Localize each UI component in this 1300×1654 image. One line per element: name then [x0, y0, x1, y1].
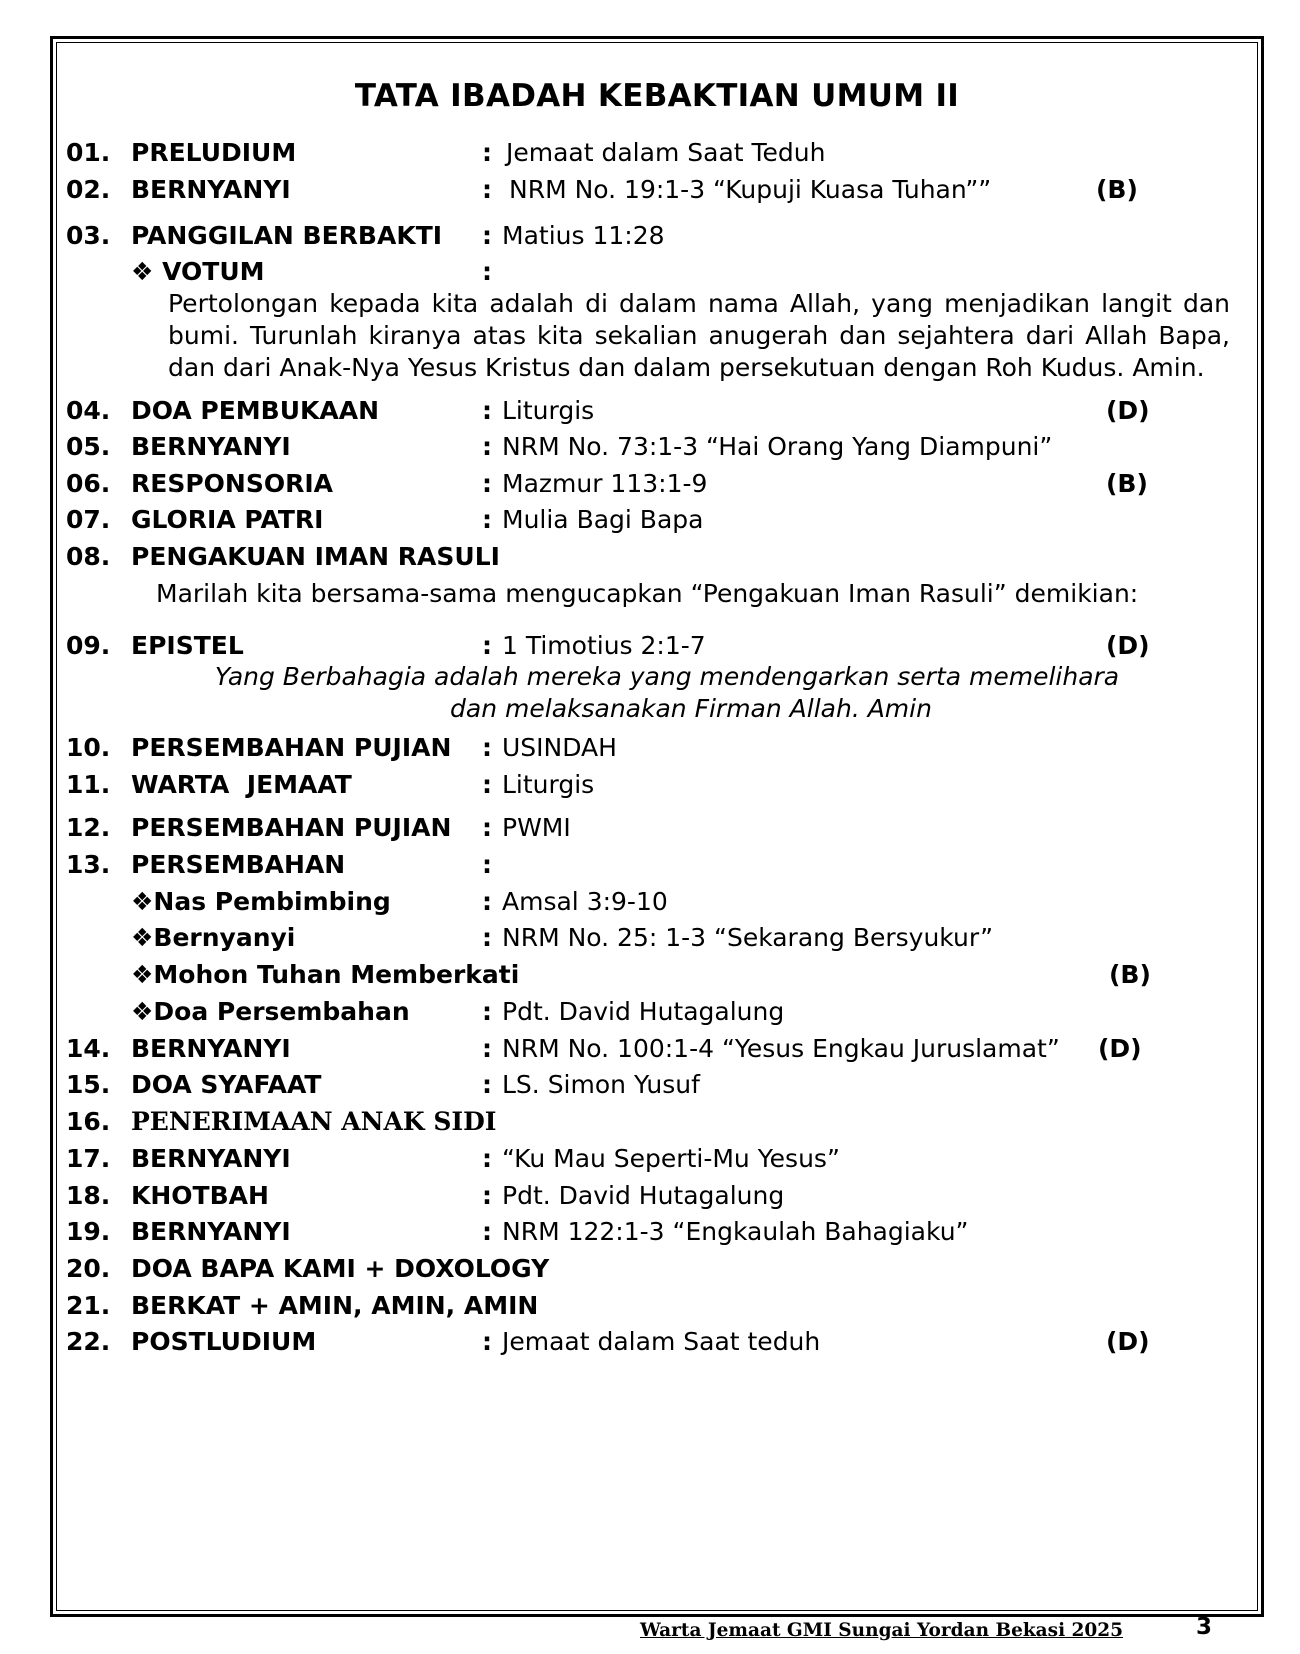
item-colon: : [482, 1181, 492, 1210]
item-label: PERSEMBAHAN [131, 850, 346, 879]
subitem-value: Pdt. David Hutagalung [502, 997, 785, 1026]
subitem-colon: : [482, 923, 492, 952]
item-number: 01. [66, 138, 111, 167]
epistel-response-line: dan melaksanakan Firman Allah. Amin [450, 694, 932, 723]
item-colon: : [482, 175, 492, 204]
item-label: KHOTBAH [131, 1181, 269, 1210]
item-label: BERNYANYI [131, 1217, 291, 1246]
item-20 [66, 1252, 1246, 1286]
item-number: 14. [66, 1034, 111, 1063]
votum-row [66, 255, 1246, 289]
votum-text-line: bumi. Turunlah kiranya atas kita sekalian anugerah dan sejahtera dari Allah Bapa, [168, 321, 1230, 350]
item-colon: : [482, 1034, 492, 1063]
item-number: 21. [66, 1291, 111, 1320]
item-value: Jemaat dalam Saat Teduh [506, 138, 826, 167]
item-colon: : [482, 850, 492, 879]
votum-text-line: dan dari Anak-Nya Yesus Kristus dan dalam persekutuan dengan Roh Kudus. Amin. [168, 353, 1205, 382]
item-21 [66, 1289, 1246, 1323]
item-number: 18. [66, 1181, 111, 1210]
votum-text-line: Pertolongan kepada kita adalah di dalam nama Allah, yang menjadikan langit dan [168, 289, 1230, 318]
item-label: PRELUDIUM [131, 138, 297, 167]
item-01 [66, 136, 1246, 170]
item-colon: : [482, 631, 492, 660]
item-09 [66, 629, 1246, 663]
item-number: 04. [66, 396, 111, 425]
persembahan-subitem [66, 921, 1246, 955]
item-number: 17. [66, 1144, 111, 1173]
item-label: PANGGILAN BERBAKTI [131, 221, 443, 250]
item-colon: : [482, 1144, 492, 1173]
subitem-mark: (B) [1109, 960, 1151, 989]
item-22 [66, 1325, 1246, 1359]
item-19 [66, 1215, 1246, 1249]
item-label: EPISTEL [131, 631, 244, 660]
item-colon: : [482, 733, 492, 762]
item-mark: (D) [1106, 1327, 1150, 1356]
votum-label: ❖ VOTUM [131, 257, 265, 286]
item-mark: (B) [1096, 175, 1138, 204]
item-value: USINDAH [502, 733, 617, 762]
item-13 [66, 848, 1246, 882]
item-number: 02. [66, 175, 111, 204]
item-number: 13. [66, 850, 111, 879]
item-colon: : [482, 1070, 492, 1099]
item-value: Mulia Bagi Bapa [502, 505, 704, 534]
item-label: DOA PEMBUKAAN [131, 396, 380, 425]
item-07 [66, 503, 1246, 537]
item-number: 15. [66, 1070, 111, 1099]
pengakuan-text: Marilah kita bersama-sama mengucapkan “Pengakuan Iman Rasuli” demikian: [156, 579, 1139, 608]
item-label: DOA SYAFAAT [131, 1070, 322, 1099]
item-value: Liturgis [502, 770, 595, 799]
item-mark: (D) [1106, 631, 1150, 660]
item-02 [66, 173, 1246, 207]
item-mark: (D) [1098, 1034, 1142, 1063]
item-label: GLORIA PATRI [131, 505, 324, 534]
item-colon: : [482, 813, 492, 842]
item-label: PENGAKUAN IMAN RASULI [131, 542, 500, 571]
subitem-value: Amsal 3:9-10 [502, 887, 668, 916]
item-03 [66, 219, 1246, 253]
subitem-colon: : [482, 997, 492, 1026]
item-number: 16. [66, 1107, 111, 1136]
item-16 [66, 1105, 1246, 1139]
item-value: Mazmur 113:1-9 [502, 469, 708, 498]
item-value: “Ku Mau Seperti-Mu Yesus” [502, 1144, 840, 1173]
item-number: 08. [66, 542, 111, 571]
item-colon: : [482, 221, 492, 250]
item-value: NRM 122:1-3 “Engkaulah Bahagiaku” [502, 1217, 969, 1246]
item-label: BERNYANYI [131, 1144, 291, 1173]
item-06 [66, 467, 1246, 501]
item-number: 07. [66, 505, 111, 534]
item-label: POSTLUDIUM [131, 1327, 317, 1356]
item-number: 06. [66, 469, 111, 498]
item-label: DOA BAPA KAMI + DOXOLOGY [131, 1254, 550, 1283]
item-value: LS. Simon Yusuf [502, 1070, 700, 1099]
item-08 [66, 540, 1246, 574]
item-label: WARTA JEMAAT [131, 770, 352, 799]
item-value: Jemaat dalam Saat teduh [502, 1327, 821, 1356]
subitem-label: ❖Bernyanyi [131, 923, 296, 952]
item-number: 22. [66, 1327, 111, 1356]
item-value: Matius 11:28 [502, 221, 665, 250]
votum-colon: : [482, 257, 492, 286]
item-colon: : [482, 1217, 492, 1246]
item-11 [66, 768, 1246, 802]
item-05 [66, 430, 1246, 464]
item-label: PENERIMAAN ANAK SIDI [131, 1107, 497, 1136]
item-value: 1 Timotius 2:1-7 [502, 631, 706, 660]
item-12 [66, 811, 1246, 845]
item-number: 10. [66, 733, 111, 762]
item-value: PWMI [502, 813, 571, 842]
item-label: BERNYANYI [131, 432, 291, 461]
persembahan-subitem [66, 958, 1246, 992]
item-number: 12. [66, 813, 111, 842]
item-04 [66, 394, 1246, 428]
item-label: BERKAT + AMIN, AMIN, AMIN [131, 1291, 539, 1320]
item-number: 11. [66, 770, 111, 799]
epistel-response-line: Yang Berbahagia adalah mereka yang mendengarkan serta memelihara [214, 662, 1120, 691]
item-number: 19. [66, 1217, 111, 1246]
item-18 [66, 1179, 1246, 1213]
subitem-colon: : [482, 887, 492, 916]
item-14 [66, 1032, 1246, 1066]
item-colon: : [482, 469, 492, 498]
item-10 [66, 731, 1246, 765]
item-colon: : [482, 396, 492, 425]
item-colon: : [482, 505, 492, 534]
subitem-value: NRM No. 25: 1-3 “Sekarang Bersyukur” [502, 923, 994, 952]
subitem-label: ❖Nas Pembimbing [131, 887, 391, 916]
item-value: NRM No. 73:1-3 “Hai Orang Yang Diampuni” [502, 432, 1053, 461]
footer-title: Warta Jemaat GMI Sungai Yordan Bekasi 2025 [640, 1620, 1124, 1641]
item-label: RESPONSORIA [131, 469, 333, 498]
item-15 [66, 1068, 1246, 1102]
subitem-label: ❖Mohon Tuhan Memberkati [131, 960, 520, 989]
item-number: 03. [66, 221, 111, 250]
item-value: NRM No. 19:1-3 “Kupuji Kuasa Tuhan”” [509, 175, 992, 204]
item-number: 09. [66, 631, 111, 660]
item-mark: (D) [1106, 396, 1150, 425]
item-mark: (B) [1106, 469, 1148, 498]
item-number: 05. [66, 432, 111, 461]
persembahan-subitem [66, 885, 1246, 919]
item-colon: : [482, 432, 492, 461]
item-colon: : [482, 138, 492, 167]
item-value: NRM No. 100:1-4 “Yesus Engkau Juruslamat” [502, 1034, 1060, 1063]
item-label: PERSEMBAHAN PUJIAN [131, 813, 452, 842]
item-value: Liturgis [502, 396, 595, 425]
item-number: 20. [66, 1254, 111, 1283]
page-number: 3 [1196, 1614, 1213, 1640]
item-colon: : [482, 1327, 492, 1356]
document-title: TATA IBADAH KEBAKTIAN UMUM II [354, 78, 960, 114]
item-colon: : [482, 770, 492, 799]
item-label: BERNYANYI [131, 175, 291, 204]
item-label: BERNYANYI [131, 1034, 291, 1063]
item-label: PERSEMBAHAN PUJIAN [131, 733, 452, 762]
item-value: Pdt. David Hutagalung [502, 1181, 785, 1210]
item-17 [66, 1142, 1246, 1176]
subitem-label: ❖Doa Persembahan [131, 997, 410, 1026]
persembahan-subitem [66, 995, 1246, 1029]
